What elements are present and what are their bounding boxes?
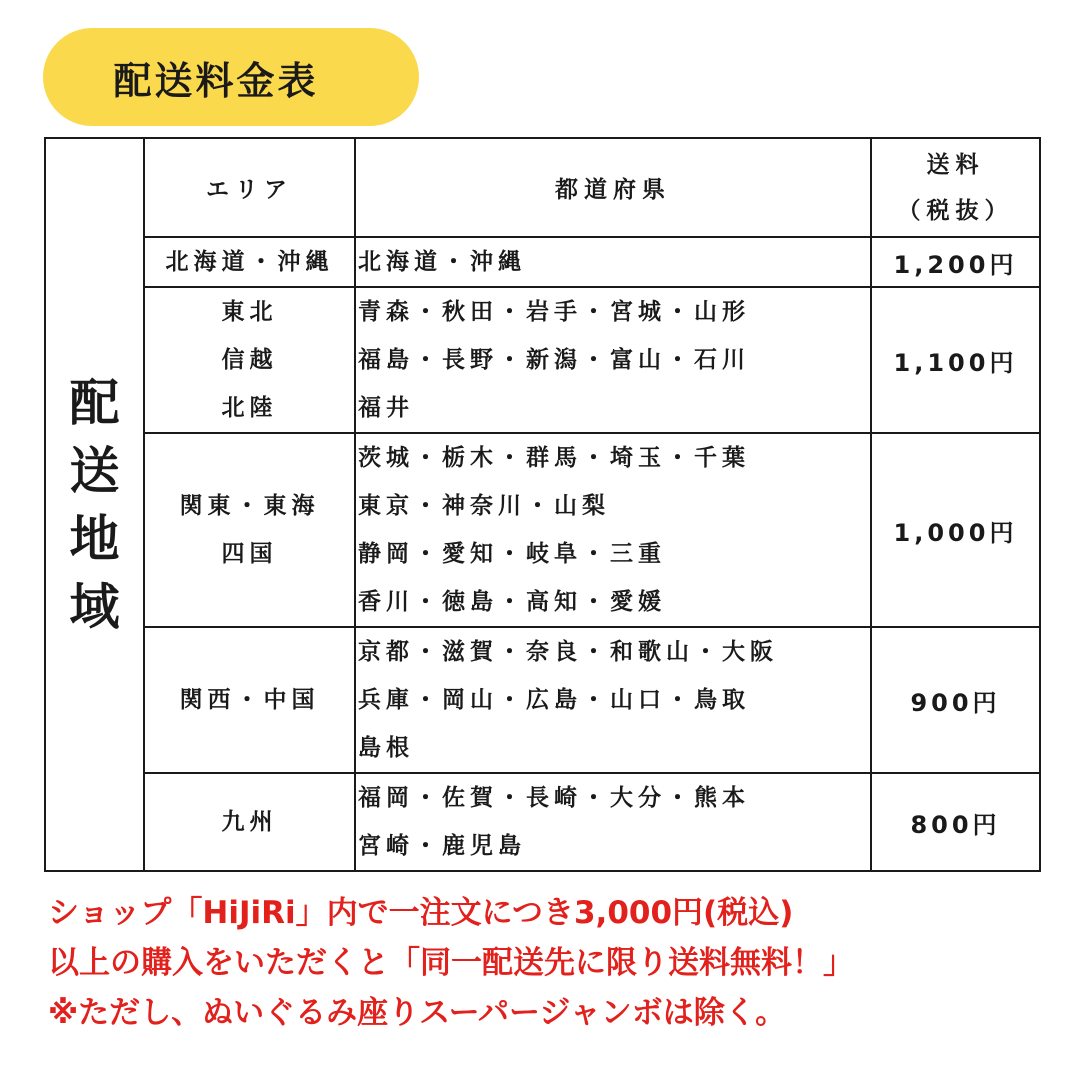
fee-cell: 1,200円 xyxy=(871,237,1040,287)
area-cell xyxy=(144,627,355,773)
prefecture-line: 香川・徳島・高知・愛媛 xyxy=(358,589,666,615)
header-area: エリア xyxy=(144,138,355,237)
region-label-char: 配 xyxy=(69,373,120,432)
prefecture-line: 静岡・愛知・岐阜・三重 xyxy=(358,541,666,567)
area-cell xyxy=(144,773,355,871)
prefecture-line: 福岡・佐賀・長崎・大分・熊本 xyxy=(358,785,750,811)
header-prefectures: 都道府県 xyxy=(355,138,871,237)
prefecture-cell xyxy=(355,773,871,871)
area-line: 九州 xyxy=(221,809,278,835)
table-row xyxy=(45,773,1040,871)
region-label-char: 域 xyxy=(69,577,120,636)
area-line: 北陸 xyxy=(221,395,278,421)
region-vertical-label xyxy=(45,138,144,871)
table-row xyxy=(45,627,1040,773)
header-fee-line1: 送料 xyxy=(926,151,985,178)
free-shipping-notice xyxy=(48,888,1058,1038)
fee-cell: 1,000円 xyxy=(871,433,1040,627)
area-line: 北海道・沖縄 xyxy=(165,249,334,275)
prefecture-cell xyxy=(355,287,871,433)
area-cell xyxy=(144,237,355,287)
table-header-row xyxy=(45,138,1040,237)
title-badge xyxy=(43,28,419,126)
notice-line: 以上の購入をいただくと「同一配送先に限り送料無料！」 xyxy=(48,945,854,981)
fee-cell: 800円 xyxy=(871,773,1040,871)
area-line: 信越 xyxy=(221,347,278,373)
fee-cell: 1,100円 xyxy=(871,287,1040,433)
area-line: 東北 xyxy=(221,299,278,325)
prefecture-line: 福島・長野・新潟・富山・石川 xyxy=(358,347,750,373)
prefecture-line: 茨城・栃木・群馬・埼玉・千葉 xyxy=(358,445,750,471)
prefecture-line: 島根 xyxy=(358,735,414,761)
notice-line: ※ただし、ぬいぐるみ座りスーパージャンボは除く。 xyxy=(48,995,787,1031)
prefecture-line: 宮崎・鹿児島 xyxy=(358,833,526,859)
region-label-char: 地 xyxy=(69,509,120,568)
header-fee xyxy=(871,138,1040,237)
notice-line: ショップ「HiJiRi」内で一注文につき3,000円(税込) xyxy=(48,895,794,931)
prefecture-line: 兵庫・岡山・広島・山口・鳥取 xyxy=(358,687,750,713)
area-line: 四国 xyxy=(221,541,278,567)
table-row xyxy=(45,237,1040,287)
area-line: 関東・東海 xyxy=(179,493,320,519)
prefecture-line: 北海道・沖縄 xyxy=(358,249,526,275)
prefecture-cell xyxy=(355,237,871,287)
prefecture-line: 福井 xyxy=(358,395,414,421)
prefecture-line: 青森・秋田・岩手・宮城・山形 xyxy=(358,299,750,325)
shipping-rate-table xyxy=(44,137,1041,872)
header-fee-line2: （税抜） xyxy=(897,197,1014,224)
prefecture-line: 京都・滋賀・奈良・和歌山・大阪 xyxy=(358,639,778,665)
page-title: 配送料金表 xyxy=(113,58,319,103)
prefecture-line: 東京・神奈川・山梨 xyxy=(358,493,610,519)
table-row xyxy=(45,433,1040,627)
prefecture-cell xyxy=(355,433,871,627)
area-cell xyxy=(144,287,355,433)
prefecture-cell xyxy=(355,627,871,773)
area-line: 関西・中国 xyxy=(179,687,320,713)
fee-cell: 900円 xyxy=(871,627,1040,773)
table-row xyxy=(45,287,1040,433)
area-cell xyxy=(144,433,355,627)
region-label-char: 送 xyxy=(69,441,120,500)
